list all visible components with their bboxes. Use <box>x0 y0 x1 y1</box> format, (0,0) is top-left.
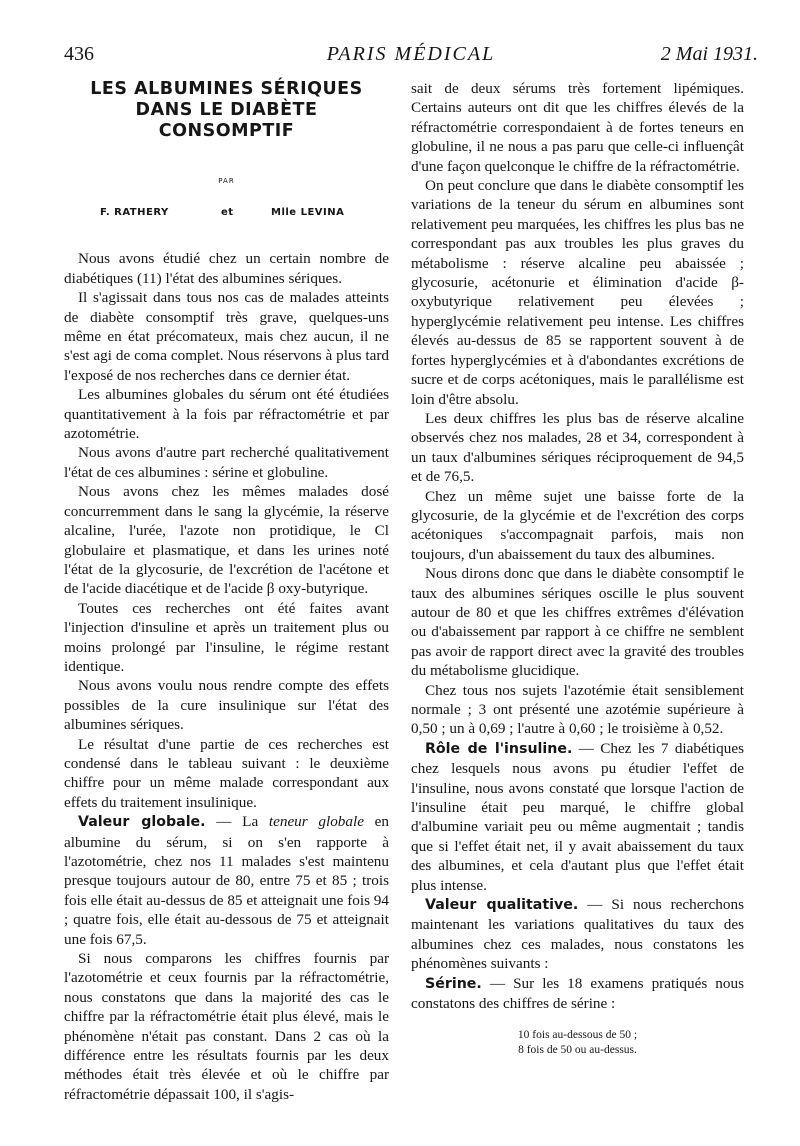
paragraph-serine <box>411 974 744 1014</box>
serine-result-line: 10 fois au-dessous de 50 ; <box>517 1028 638 1041</box>
paragraph: Nous avons étudié chez un certain nombre de diabétiques (11) l'état des albumines sériques. <box>64 250 389 287</box>
paragraph: On peut conclure que dans le diabète consomptif les variations de la teneur du sérum en albumines sont relativement peu marquées, les chiffres les plus bas ne correspondant pas aux troubles les plus graves du métabolisme : réserve alcaline peu abaissée ; glycosurie, acétonurie et élimination d'acide β-oxybutyrique relativement peu élevées ; hyperglycémie relativement peu intense. Les chiffres élevés au-dessus de 85 se rapportent souvent à de fortes hyperglycémies et à d'abondantes excrétions de sucre et de corps acétoniques, mais le parallélisme est loin d'être absolu. <box>411 177 744 408</box>
journal-title: PARIS MÉDICAL <box>326 43 496 65</box>
paragraph: Nous avons chez les mêmes malades dosé concurremment dans le sang la glycémie, la réserve alcaline, l'urée, l'azote non protidique, le Cl globulaire et plasmatique, et dans les urines noté l'état de la glycosurie, de l'excrétion de l'acétone et de l'acide diacétique et de l'acide β oxy-butyrique. <box>64 483 389 598</box>
title-line-1: LES ALBUMINES SÉRIQUES <box>90 79 363 99</box>
issue-date: 2 Mai 1931. <box>660 43 758 65</box>
title-line-2: DANS LE DIABÈTE <box>135 100 318 120</box>
author-conjunction: et <box>221 207 234 219</box>
section-heading-role-insuline: Rôle de l'insuline. <box>425 740 573 757</box>
authors <box>64 203 389 221</box>
serine-results <box>411 1028 744 1058</box>
running-header <box>64 43 758 73</box>
paragraph: Chez un même sujet une baisse forte de la glycosurie, de la glycémie et de l'excrétion des corps acétoniques s'accompagnait parfois, mais non toujours, d'un abaissement du taux des albumines. <box>411 487 744 563</box>
text-run: en albumine du sérum, si on s'en rapporte à l'azotométrie, chez nos 11 malades s'est maintenu presque toujours autour de 80, entre 75 et 85 ; trois fois elle était au-dessus de 85 et atteignait une fois 94 ; quatre fois, elle était au-dessous de 75 et atteignait une fois 67,5. <box>64 813 389 948</box>
article-title <box>64 79 389 142</box>
paragraph: Toutes ces recherches ont été faites avant l'injection d'insuline et après un traitement plus ou moins prolongé par l'insuline, le régime restant identique. <box>64 599 389 675</box>
left-column <box>64 79 389 1104</box>
paragraph: Les albumines globales du sérum ont été étudiées quantitativement à la fois par réfractométrie et par azotométrie. <box>64 386 389 443</box>
author-levina: Mlle LEVINA <box>271 207 345 219</box>
serine-result-line: 8 fois de 50 ou au-dessus. <box>518 1043 637 1056</box>
italic-term: teneur globale <box>268 813 364 831</box>
paragraph-role-insuline <box>411 739 744 895</box>
text-run: — Si nous recherchons maintenant les variations qualitatives du taux des albumines chez ces malades, nous constatons les phénomènes suivants : <box>411 896 744 973</box>
section-heading-valeur-qualitative: Valeur qualitative. <box>425 897 579 914</box>
text-run: — Sur les 18 examens pratiqués nous constatons des chiffres de sérine : <box>411 974 744 1013</box>
paragraph: Nous dirons donc que dans le diabète consomptif le taux des albumines sériques oscille le plus souvent autour de 80 et que les chiffres extrêmes d'élévation ou d'abaissement par rapport à ce chiffre ne semblent pas avoir de rapport direct avec la gravité des troubles du métabolisme glucidique. <box>411 565 744 680</box>
right-column <box>411 79 744 1058</box>
text-run: — Chez les 7 diabétiques chez lesquels nous avons pu étudier l'effet de l'insuline, nous avons constaté que lorsque l'action de l'insuline était peu marqué, le chiffre global d'albumine variait peu ou même augmentait ; tandis que si l'effet était net, il y avait abaissement du taux des albumines, et cela d'autant plus que l'effet était plus intense. <box>411 739 744 894</box>
text-run: — La <box>205 813 269 831</box>
paragraph: Le résultat d'une partie de ces recherches est condensé dans le tableau suivant : le deuxième chiffre pour un même malade correspondant aux effets du traitement insulinique. <box>64 735 389 811</box>
paragraph: Nous avons d'autre part recherché qualitativement l'état de ces albumines : sérine et globuline. <box>64 444 389 481</box>
section-heading-serine: Sérine. <box>425 975 482 992</box>
paragraph: Si nous comparons les chiffres fournis par l'azotométrie et ceux fournis par la réfractométrie, nous constatons que dans la majorité des cas le chiffre par la réfractométrie était plus élevé, mais le phénomène n'était pas constant. Dans 2 cas où la différence entre les résultats fournis par les deux méthodes était très élevée et où le chiffre par réfractométrie dépassait 100, il s'agis- <box>64 950 389 1103</box>
title-line-3: CONSOMPTIF <box>158 121 295 141</box>
paragraph-valeur-qualitative <box>411 895 744 974</box>
by-line: PAR <box>218 177 235 185</box>
paragraph: Les deux chiffres les plus bas de réserve alcaline observés chez nos malades, 28 et 34, correspondent à un taux d'albumines sériques réciproquement de 94,5 et de 76,5. <box>411 409 744 486</box>
paragraph: Il s'agissait dans tous nos cas de malades atteints de diabète consomptif très grave, quelques-uns même en état précomateux, mais chez aucun, il ne s'est agi de coma complet. Nous réservons à plus tard l'exposé de nos recherches dans ce dernier état. <box>64 289 389 384</box>
page-number: 436 <box>64 43 94 65</box>
paragraph-continued: sait de deux sérums très fortement lipémiques. Certains auteurs ont dit que les chiffres élevés de la réfractométrie correspondaient à de fortes teneurs en globuline, il ne nous a pas paru que celle-ci influençât d'une façon quelconque le chiffre de la réfractométrie. <box>411 80 744 175</box>
section-heading-valeur-globale: Valeur globale. <box>78 814 206 831</box>
paragraph: Chez tous nos sujets l'azotémie était sensiblement normale ; 3 ont présenté une azotémie supérieure à 0,50 ; un à 0,69 ; l'autre à 0,60 ; le troisième à 0,52. <box>411 681 744 738</box>
paragraph: Nous avons voulu nous rendre compte des effets possibles de la cure insulinique sur l'état des albumines sériques. <box>64 677 389 734</box>
author-rathery: F. RATHERY <box>100 207 169 219</box>
paragraph-valeur-globale <box>64 812 389 949</box>
